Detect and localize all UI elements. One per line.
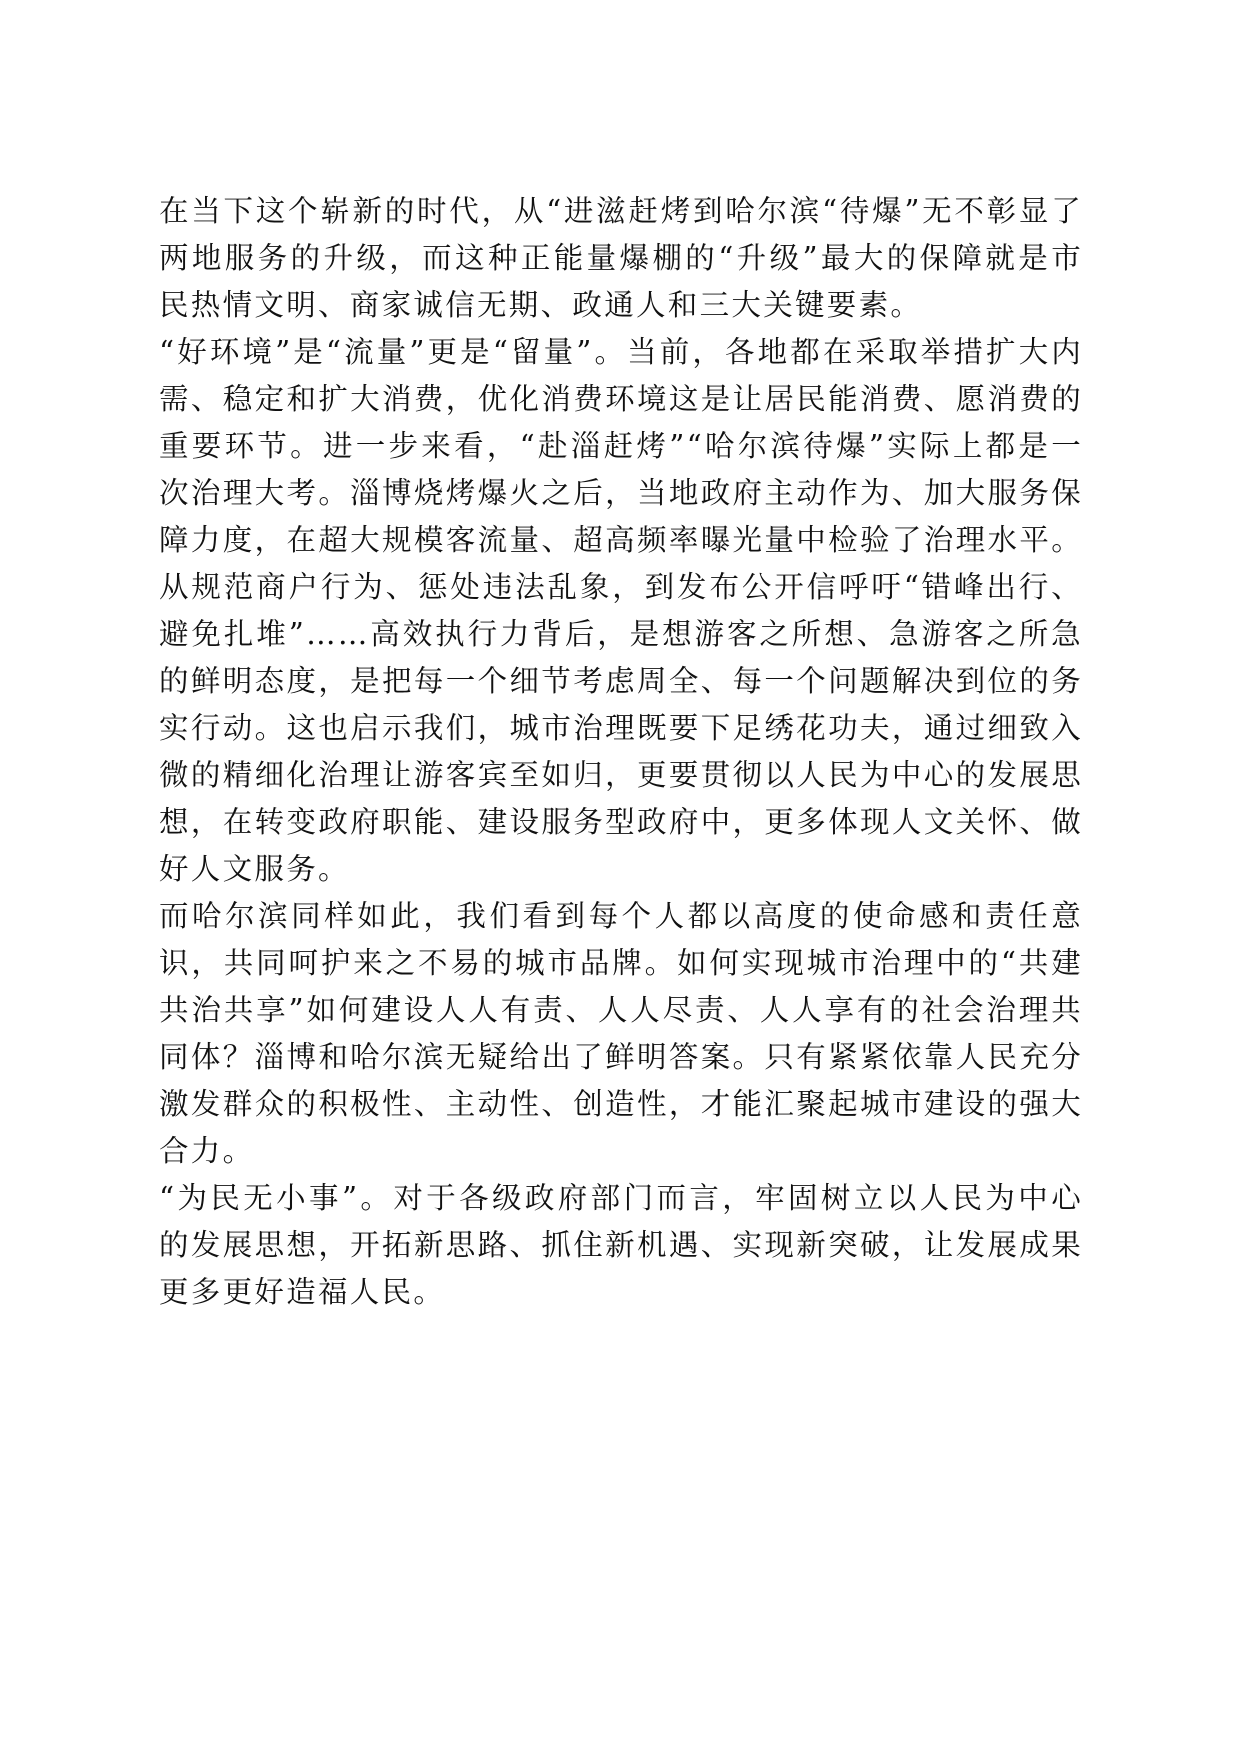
paragraph-2: “好环境”是“流量”更是“留量”。当前，各地都在采取举措扩大内需、稳定和扩大消费，优化消费环境这是让居民能消费、愿消费的重要环节。进一步来看，“赴淄赶烤”“哈尔滨待爆”实际上都是一次治理大考。淄博烧烤爆火之后，当地政府主动作为、加大服务保障力度，在超大规模客流量、超高频率曝光量中检验了治理水平。从规范商户行为、惩处违法乱象，到发布公开信呼吁“错峰出行、避免扎堆”……高效执行力背后，是想游客之所想、急游客之所急的鲜明态度，是把每一个细节考虑周全、每一个问题解决到位的务实行动。这也启示我们，城市治理既要下足绣花功夫，通过细致入微的精细化治理让游客宾至如归，更要贯彻以人民为中心的发展思想，在转变政府职能、建设服务型政府中，更多体现人文关怀、做好人文服务。 (159, 335, 1083, 886)
paragraph-4: “为民无小事”。对于各级政府部门而言，牢固树立以人民为中心的发展思想，开拓新思路、抓住新机遇、实现新突破，让发展成果更多更好造福人民。 (159, 1181, 1083, 1309)
paragraph-3: 而哈尔滨同样如此，我们看到每个人都以高度的使命感和责任意识，共同呵护来之不易的城市品牌。如何实现城市治理中的“共建共治共享”如何建设人人有责、人人尽责、人人享有的社会治理共同体？淄博和哈尔滨无疑给出了鲜明答案。只有紧紧依靠人民充分激发群众的积极性、主动性、创造性，才能汇聚起城市建设的强大合力。 (159, 899, 1083, 1168)
paragraph-1: 在当下这个崭新的时代，从“进滋赶烤到哈尔滨“待爆”无不彰显了两地服务的升级，而这种正能量爆棚的“升级”最大的保障就是市民热情文明、商家诚信无期、政通人和三大关键要素。 (159, 194, 1083, 322)
document-body (159, 188, 1083, 1316)
